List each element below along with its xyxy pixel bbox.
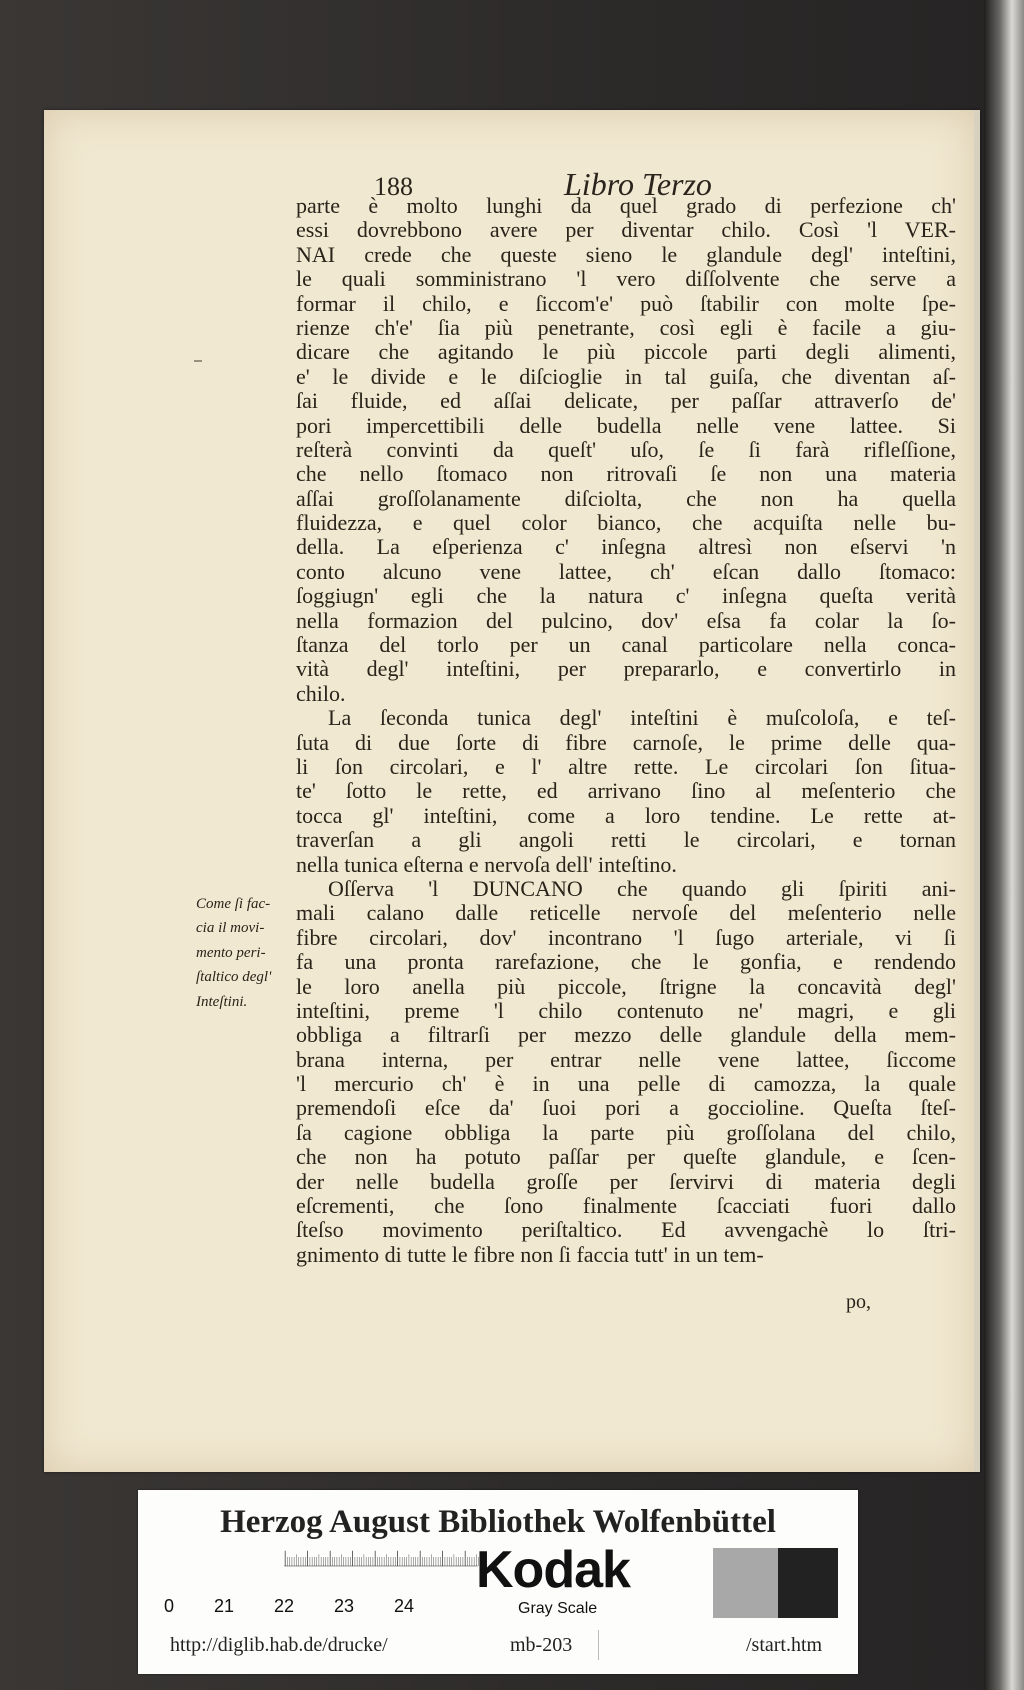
text-line: premendoſi eſce da' ſuoi pori a goccioline. Queſta ſteſ- (296, 1095, 956, 1121)
text-line: nella formazion del pulcino, dov' eſsa fa colar la ſo- (296, 607, 956, 633)
ruler-number: 23 (334, 1596, 355, 1616)
book-page (44, 110, 980, 1472)
text-line: conto alcuno vene lattee, ch' eſcan dallo ſtomaco: (296, 558, 956, 584)
text-line: essi dovrebbono avere per diventar chilo. Così 'l VER- (296, 217, 956, 243)
text-line: parte è molto lunghi da quel grado di perfezione ch' (296, 193, 956, 218)
text-line: ſoggiugn' egli che la natura c' inſegna queſta verità (296, 583, 956, 609)
start-path: /start.htm (746, 1634, 823, 1656)
kodak-logo: Kodak (476, 1541, 630, 1599)
text-line: brana interna, per entrar nelle vene lattee, ſiccome (296, 1046, 956, 1072)
running-title: Libro Terzo (564, 166, 712, 202)
margin-note-line: cia il movi- (196, 920, 265, 937)
document-code: mb-203 (510, 1634, 573, 1656)
text-line: inteſtini, preme 'l chilo contenuto ne' magri, e gli (296, 997, 956, 1023)
library-name: Herzog August Bibliothek Wolfenbüttel (220, 1504, 776, 1540)
ruler-number: 21 (214, 1596, 235, 1616)
text-line: che non ha potuto paſſar per queſte glandule, e ſcen- (296, 1144, 956, 1170)
text-line: Oſſerva 'l DUNCANO che quando gli ſpiriti ani- (328, 875, 956, 901)
margin-note-line: Inteſtini. (196, 993, 248, 1010)
text-line: fa una pronta rarefazione, che le gonfia, e rendendo (296, 949, 956, 975)
text-line: vità degl' inteſtini, per prepararlo, e convertirlo in (296, 656, 956, 682)
ruler-number: 0 (164, 1596, 175, 1616)
body-text (296, 194, 956, 1267)
page-number: 188 (374, 172, 413, 201)
text-line: che nello ſtomaco non ritrovaſi ſe non una materia (296, 461, 956, 487)
text-line: ſtanza del torlo per un canal particolare nella conca- (296, 632, 956, 658)
library-url: http://diglib.hab.de/drucke/ (170, 1634, 388, 1656)
book-edge (984, 0, 1024, 1690)
text-line: chilo. (296, 680, 346, 706)
text-line: eſcrementi, che ſono finalmente ſcacciati fuori dallo (296, 1193, 956, 1219)
text-line: le quali somministrano 'l vero diſſolvente che serve a (296, 266, 956, 292)
text-line: tocca gl' inteſtini, come a loro tendine. Le rette at- (296, 802, 956, 828)
text-line: reſterà convinti da queſt' uſo, ſe ſi farà rifleſſione, (296, 436, 956, 462)
text-line: traverſan a gli angoli retti le circolari, e tornan (296, 827, 956, 853)
text-line: pori impercettibili delle budella nelle vene lattee. Si (296, 412, 956, 438)
library-card (138, 1490, 858, 1674)
text-line: NAI crede che queste sieno le glandule degl' inteſtini, (296, 241, 956, 267)
ruler-number: 22 (274, 1596, 295, 1616)
text-line: 'l mercurio ch' è in una pelle di camozza, la quale (296, 1071, 956, 1097)
card-divider (598, 1630, 599, 1660)
text-line: te' ſotto le rette, ed arrivano ſino al meſenterio che (296, 778, 956, 804)
text-line: li ſon circolari, e l' altre rette. Le circolari ſon ſitua- (296, 753, 956, 779)
text-line: nella tunica eſterna e nervoſa dell' inteſtino. (296, 851, 677, 877)
text-line: ſteſso movimento periſtaltico. Ed avvengachè lo ſtri- (296, 1217, 956, 1243)
text-line: dicare che agitando le più piccole parti degli alimenti, (296, 339, 956, 365)
margin-note (196, 892, 306, 1014)
ruler-number: 24 (394, 1596, 415, 1616)
text-line: e' le divide e le diſcioglie in tal guiſa, che diventan aſ- (296, 363, 956, 389)
text-line: fibre circolari, dov' incontrano 'l ſugo arteriale, vi ſi (296, 924, 956, 950)
text-line: fluidezza, e quel color bianco, che acquiſta nelle bu- (296, 510, 956, 536)
margin-note-line: Come ſi fac- (196, 896, 271, 912)
text-line: le loro anella più piccole, ſtrigne la concavità degl' (296, 973, 956, 999)
text-line: La ſeconda tunica degl' inteſtini è muſcoloſa, e teſ- (328, 705, 956, 731)
black-swatch (778, 1548, 838, 1618)
margin-note-line: mento peri- (196, 944, 266, 961)
margin-note-line: ſtaltico degl' (196, 969, 272, 986)
text-line: rienze ch'e' ſia più penetrante, così egli è facile a giu- (296, 314, 956, 340)
text-line: obbliga a filtrarſi per mezzo delle glandule della mem- (296, 1022, 956, 1048)
catchword: po, (846, 1291, 871, 1313)
text-line: ſuta di due ſorte di fibre carnoſe, le prime delle qua- (296, 729, 956, 755)
text-line: della. La eſperienza c' inſegna altresì non eſservi 'n (296, 534, 956, 560)
text-line: formar il chilo, e ſiccom'e' può ſtabilir con molte ſpe- (296, 290, 956, 316)
text-line: ſai fluide, ed aſſai delicate, per paſſar attraverſo de' (296, 388, 956, 414)
margin-dash (194, 360, 202, 362)
text-line: der nelle budella groſſe per ſervirvi di materia degli (296, 1168, 956, 1194)
text-line: aſſai groſſolanamente diſciolta, che non ha quella (296, 485, 956, 511)
gray-swatch (713, 1548, 778, 1618)
text-line: ſa cagione obbliga la parte più groſſolana del chilo, (296, 1119, 956, 1145)
gray-scale-label: Gray Scale (518, 1600, 598, 1617)
text-line: mali calano dalle reticelle nervoſe del meſenterio nelle (296, 900, 956, 926)
text-line: gnimento di tutte le fibre non ſi faccia tutt' in un tem- (296, 1241, 764, 1267)
